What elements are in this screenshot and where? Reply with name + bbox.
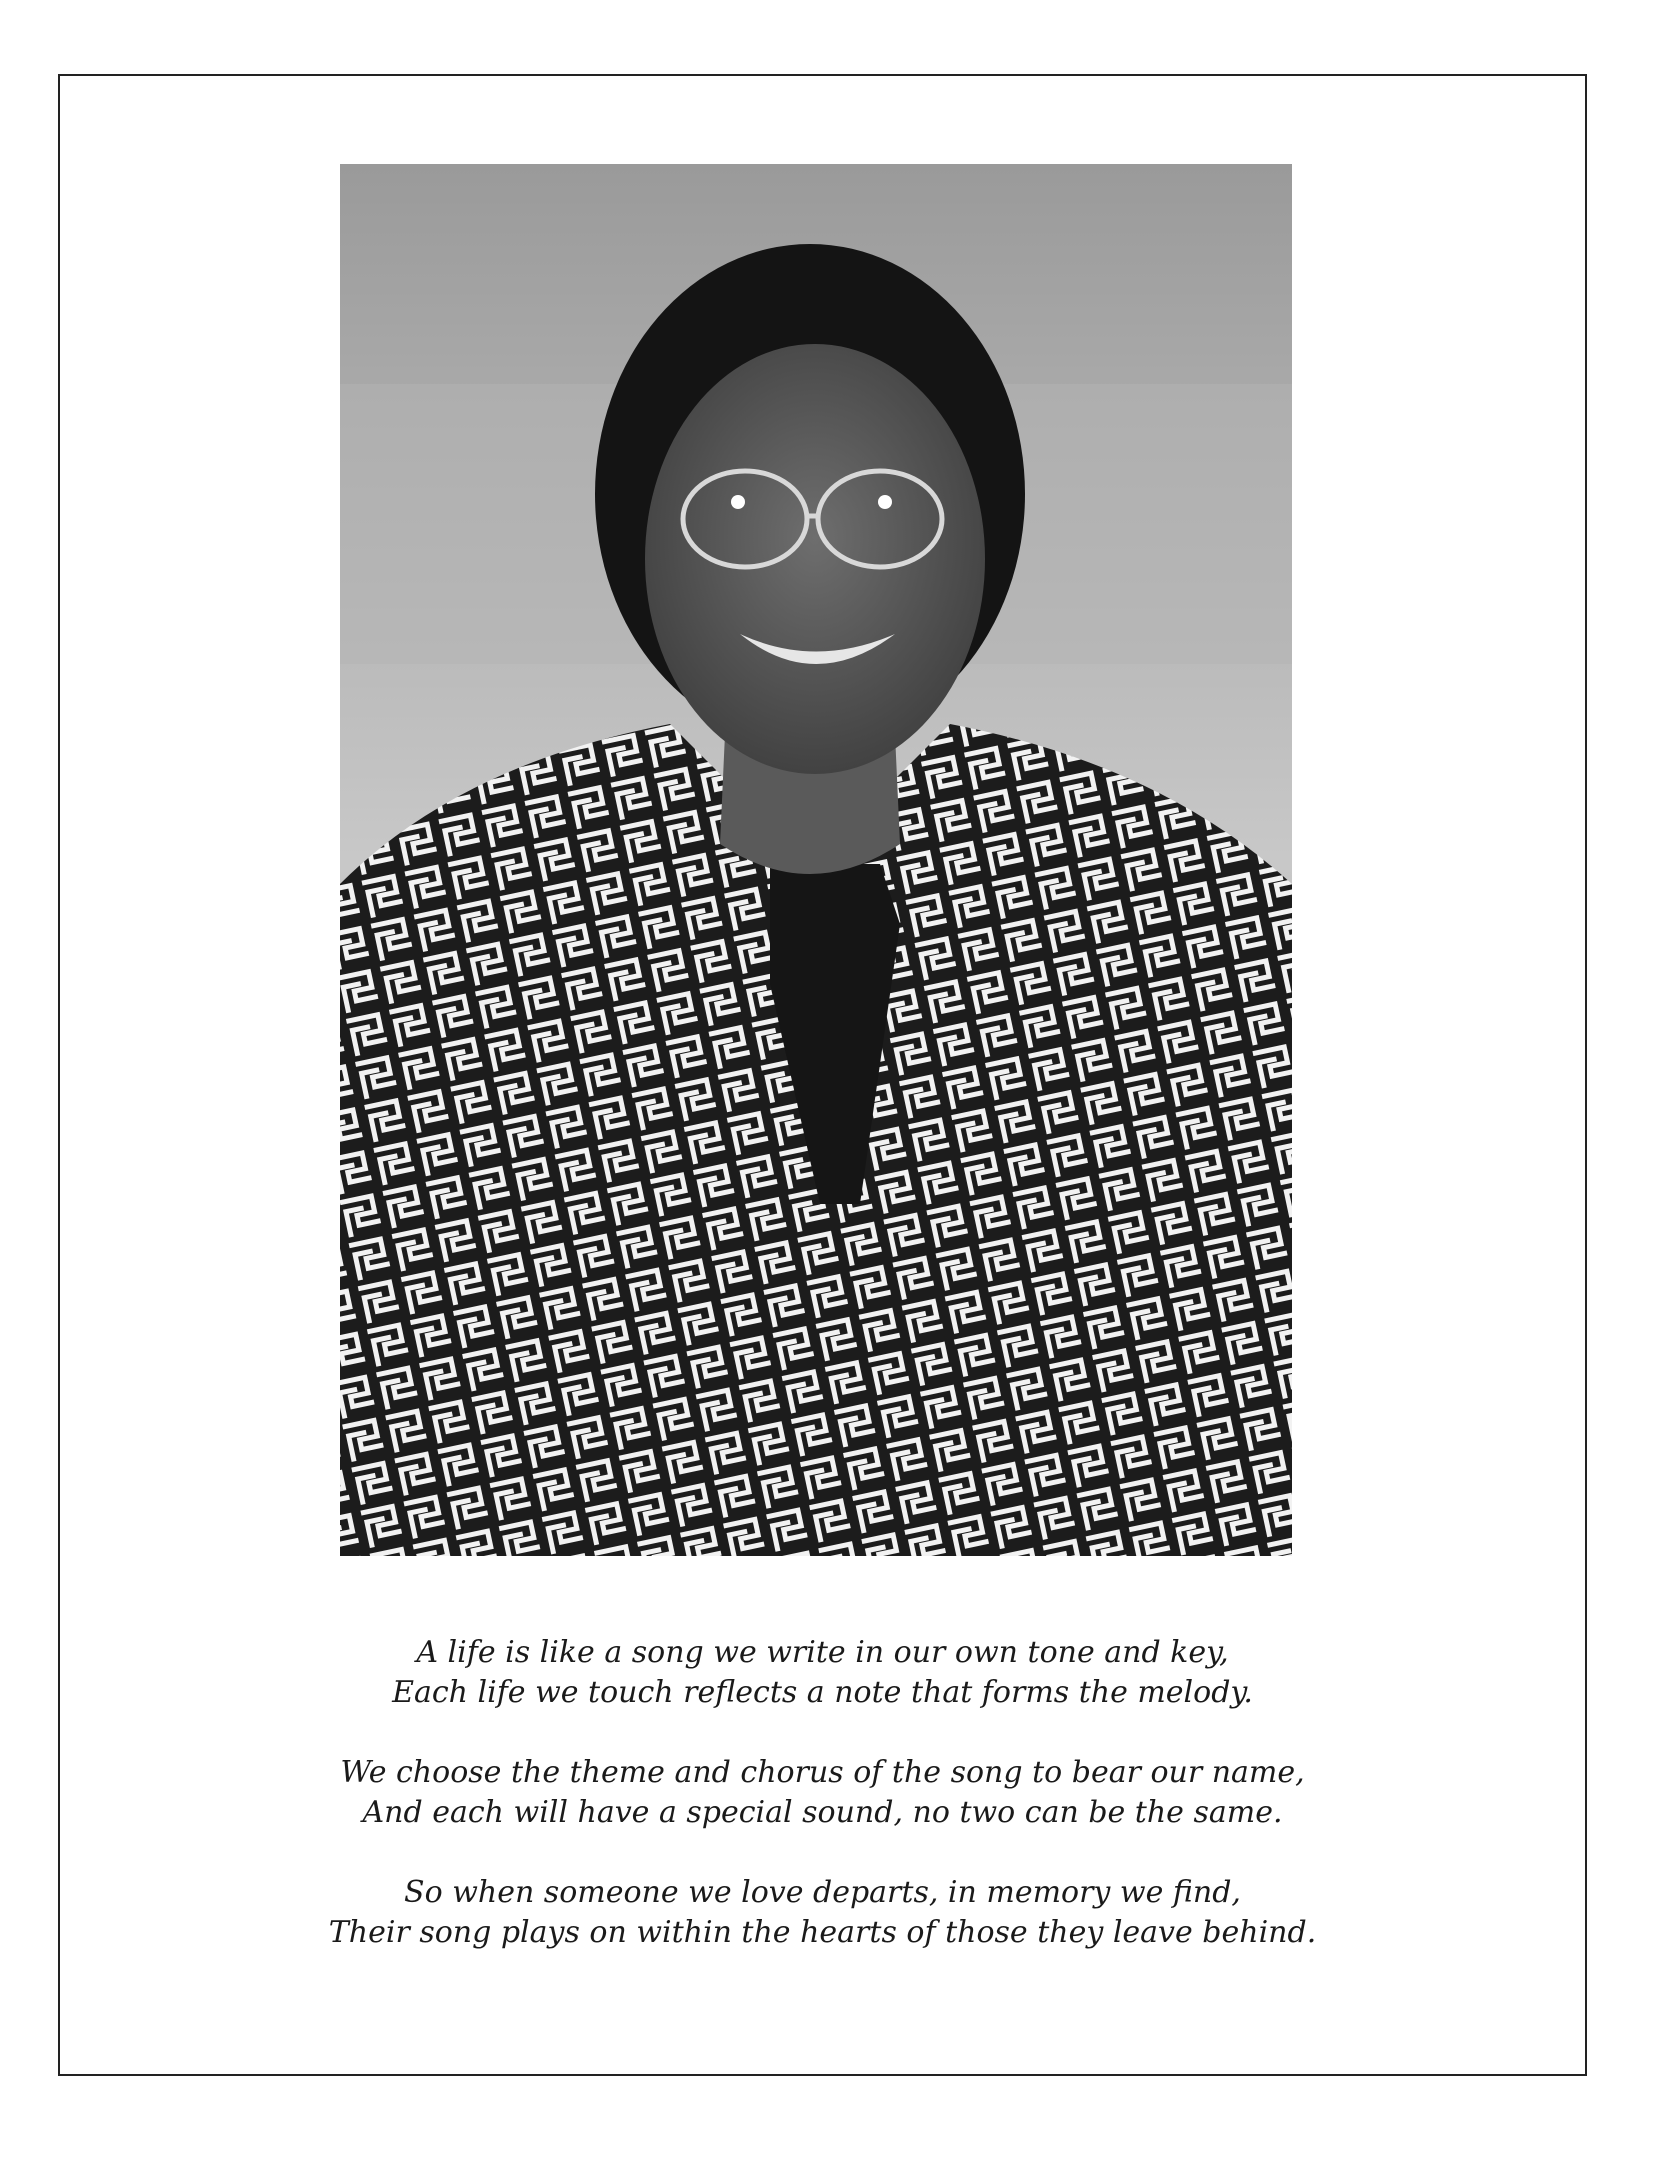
- poem-stanza-1: [58, 1633, 1587, 1713]
- poem-stanza-2: [58, 1753, 1587, 1833]
- poem-stanza-3: [58, 1873, 1587, 1953]
- poem-line: We choose the theme and chorus of the song to bear our name,: [340, 1755, 1305, 1790]
- poem-line: Their song plays on within the hearts of those they leave behind.: [328, 1915, 1317, 1950]
- poem-line: A life is like a song we write in our own tone and key,: [416, 1635, 1229, 1670]
- memorial-poem: [58, 1633, 1587, 1993]
- portrait-photo: [340, 164, 1292, 1556]
- poem-line: Each life we touch reflects a note that forms the melody.: [392, 1675, 1253, 1710]
- poem-line: And each will have a special sound, no two can be the same.: [362, 1795, 1283, 1830]
- poem-line: So when someone we love departs, in memory we find,: [404, 1875, 1241, 1910]
